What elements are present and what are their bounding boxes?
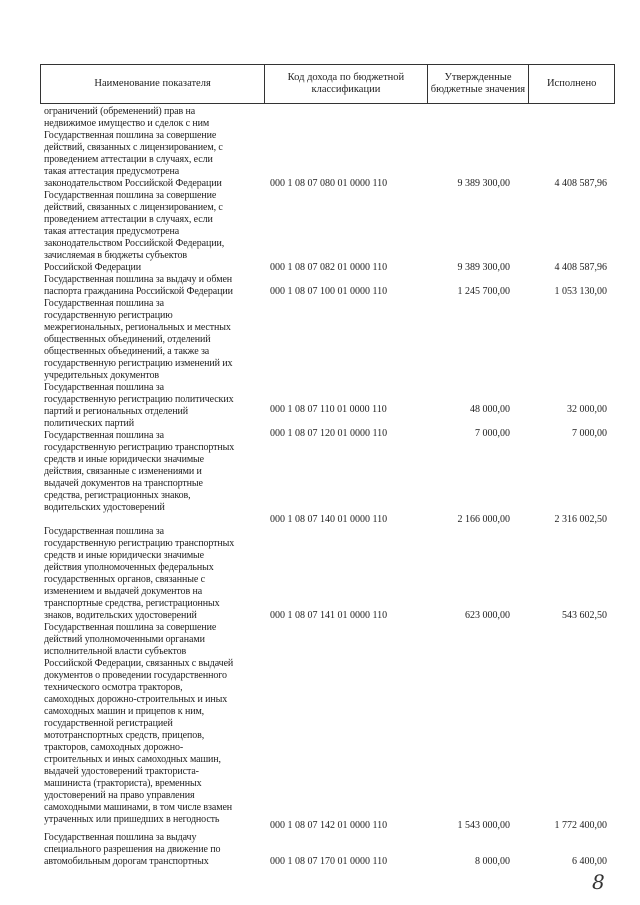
row-name: Государственная пошлина за выдачу и обмен паспорта гражданина Российской Федерации	[44, 274, 233, 297]
row-executed: 4 408 587,96	[554, 262, 607, 273]
row-code: 000 1 08 07 141 01 0000 110	[270, 610, 388, 621]
table-header	[40, 64, 615, 104]
row-code: 000 1 08 07 142 01 0000 110	[270, 820, 388, 831]
row-code: 000 1 08 07 110 01 0000 110	[270, 404, 387, 415]
row-executed: 543 602,50	[562, 610, 607, 621]
row-executed: 4 408 587,96	[554, 178, 607, 189]
row-code: 000 1 08 07 120 01 0000 110	[270, 428, 388, 439]
header-code: Код дохода по бюджетной классификации	[265, 65, 427, 103]
row-executed: 32 000,00	[567, 404, 607, 415]
row-executed: 1 053 130,00	[554, 286, 607, 297]
row-approved: 623 000,00	[465, 610, 510, 621]
row-approved: 1 245 700,00	[457, 286, 510, 297]
row-approved: 2 166 000,00	[457, 514, 510, 525]
header-approved: Утвержденные бюджетные значения	[428, 65, 530, 103]
row-name: Государственная пошлина за выдачу специального разрешения на движение по автомобильным дорогам транспортных	[44, 832, 221, 867]
row-name: Государственная пошлина за государственную регистрацию межрегиональных, региональных и местных общественных объединений, отделений общественных объединений, а также за государственную регистрацию изменений их учредительных документов	[44, 298, 233, 381]
header-executed: Исполнено	[546, 78, 597, 89]
row-code: 000 1 08 07 080 01 0000 110	[270, 178, 388, 189]
row-name: Государственная пошлина за совершение действий, связанных с лицензированием, с проведением аттестации в случаях, если такая аттестация предусмотрена законодательством Российской Федерации	[44, 130, 223, 189]
row-name: Государственная пошлина за государственную регистрацию транспортных средств и иные юридически значимые действия, связанные с изменениями и выдачей документов на транспортные средства, регистрационных знаков, водительских удостоверений	[44, 430, 235, 513]
row-approved: 7 000,00	[475, 428, 510, 439]
row-approved: 48 000,00	[470, 404, 510, 415]
row-approved: 1 543 000,00	[457, 820, 510, 831]
row-name: Государственная пошлина за совершение действий уполномоченными органами исполнительной власти субъектов Российской Федерации, связанных с выдачей документов о проведении государственного технического осмотра тракторов, самоходных дорожно-строительных и иных самоходных машин и прицепов к ним, государственной регистрацией мототранспортных средств, прицепов, тракторов, самоходных дорожно- строительных и иных самоходных машин, выдачей удостоверений тракториста- машиниста (тракториста), временных удостоверений на право управления самоходными машинами, в том числе взамен утраченных или пришедших в негодность	[44, 622, 234, 825]
row-executed: 7 000,00	[572, 428, 607, 439]
page-number-mark: 8	[592, 870, 605, 894]
row-executed: 2 316 002,50	[554, 514, 607, 525]
row-name: ограничений (обременений) прав на недвижимое имущество и сделок с ним	[44, 106, 210, 129]
row-name: Государственная пошлина за совершение действий, связанных с лицензированием, с проведением аттестации в случаях, если такая аттестация предусмотрена законодательством Российской Федерации, зачисляемая в бюджеты субъектов Российской Федерации	[44, 190, 225, 273]
header-name: Наименование показателя	[41, 65, 265, 103]
row-executed: 6 400,00	[572, 856, 607, 867]
row-code: 000 1 08 07 170 01 0000 110	[270, 856, 388, 867]
row-executed: 1 772 400,00	[554, 820, 607, 831]
row-code: 000 1 08 07 082 01 0000 110	[270, 262, 388, 273]
row-approved: 9 389 300,00	[457, 178, 510, 189]
row-code: 000 1 08 07 100 01 0000 110	[270, 286, 388, 297]
row-approved: 9 389 300,00	[457, 262, 510, 273]
row-name: Государственная пошлина за государственную регистрацию транспортных средств и иные юридически значимые действия уполномоченных федеральных государственных органов, связанные с изменением и выдачей документов на транспортные средства, регистрационных знаков, водительских удостоверений	[44, 526, 235, 621]
row-code: 000 1 08 07 140 01 0000 110	[270, 514, 388, 525]
row-approved: 8 000,00	[475, 856, 510, 867]
row-name: Государственная пошлина за государственную регистрацию политических партий и региональных отделений политических партий	[44, 382, 234, 429]
